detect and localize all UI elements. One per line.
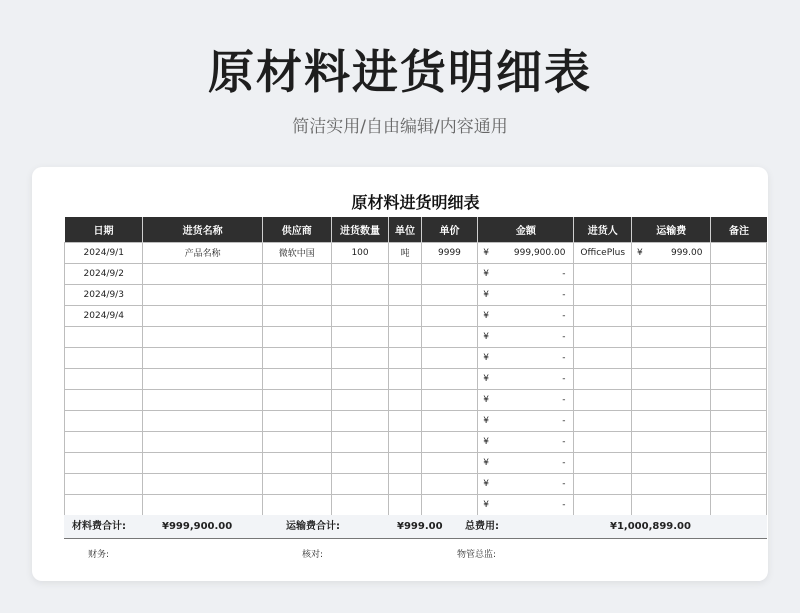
currency-symbol: ¥ <box>483 247 489 258</box>
unit-price-cell[interactable] <box>421 452 477 473</box>
unit-price-cell[interactable] <box>421 410 477 431</box>
signature-row <box>64 540 767 570</box>
date-cell[interactable] <box>65 494 143 515</box>
spreadsheet <box>64 189 767 581</box>
table-row <box>65 326 767 347</box>
supplier-cell[interactable] <box>262 410 331 431</box>
item-name-cell[interactable] <box>143 473 262 494</box>
hero-subtitle: 简洁实用/自由编辑/内容通用 <box>292 117 508 137</box>
unit-cell[interactable] <box>389 326 421 347</box>
currency-symbol: ¥ <box>483 352 489 363</box>
table-header-row <box>65 217 767 242</box>
unit-price-cell[interactable]: 9999 <box>421 242 477 263</box>
quantity-cell[interactable] <box>331 368 389 389</box>
unit-cell[interactable] <box>389 389 421 410</box>
table-row <box>65 389 767 410</box>
currency-symbol: ¥ <box>483 310 489 321</box>
note-cell[interactable] <box>711 410 767 431</box>
note-cell[interactable] <box>711 347 767 368</box>
freight-cell[interactable] <box>631 284 711 305</box>
note-cell[interactable] <box>711 242 767 263</box>
amount-value: - <box>562 394 566 405</box>
unit-price-cell[interactable] <box>421 263 477 284</box>
freight-cell[interactable] <box>631 347 711 368</box>
supplier-cell[interactable] <box>262 263 331 284</box>
unit-cell[interactable] <box>389 473 421 494</box>
grand-total-label: 总费用: <box>465 521 499 532</box>
amount-cell[interactable] <box>478 473 574 494</box>
amount-value: 999,900.00 <box>513 247 566 258</box>
column-header[interactable]: 备注 <box>711 217 767 242</box>
amount-cell[interactable] <box>478 494 574 515</box>
supplier-cell[interactable]: 微软中国 <box>262 242 331 263</box>
freight-total-value: ¥999.00 <box>397 521 443 532</box>
amount-value: - <box>562 415 566 426</box>
quantity-cell[interactable] <box>331 305 389 326</box>
buyer-cell[interactable] <box>574 389 632 410</box>
freight-cell[interactable] <box>631 431 711 452</box>
note-cell[interactable] <box>711 263 767 284</box>
column-header[interactable]: 日期 <box>65 217 143 242</box>
supplier-cell[interactable] <box>262 368 331 389</box>
table-row <box>65 431 767 452</box>
sheet-title: 原材料进货明细表 <box>351 193 480 212</box>
note-cell[interactable] <box>711 326 767 347</box>
material-total-label: 材料费合计: <box>72 521 126 532</box>
freight-cell[interactable] <box>631 389 711 410</box>
table-row <box>65 473 767 494</box>
supplier-cell[interactable] <box>262 284 331 305</box>
unit-price-cell[interactable] <box>421 368 477 389</box>
amount-cell[interactable] <box>478 263 574 284</box>
unit-price-cell[interactable] <box>421 347 477 368</box>
column-header[interactable]: 进货人 <box>574 217 632 242</box>
unit-cell[interactable] <box>389 431 421 452</box>
item-name-cell[interactable] <box>143 284 262 305</box>
date-cell[interactable] <box>65 431 143 452</box>
buyer-cell[interactable] <box>574 305 632 326</box>
unit-cell[interactable] <box>389 347 421 368</box>
amount-value: - <box>562 457 566 468</box>
currency-symbol: ¥ <box>636 247 643 258</box>
table-row <box>65 494 767 515</box>
supplier-cell[interactable] <box>262 473 331 494</box>
buyer-cell[interactable] <box>574 263 632 284</box>
unit-price-cell[interactable] <box>421 389 477 410</box>
date-cell[interactable] <box>65 452 143 473</box>
item-name-cell[interactable] <box>143 368 262 389</box>
column-header[interactable]: 供应商 <box>262 217 331 242</box>
item-name-cell[interactable] <box>143 347 262 368</box>
quantity-cell[interactable] <box>331 494 389 515</box>
item-name-cell[interactable] <box>143 494 262 515</box>
freight-cell[interactable] <box>631 452 711 473</box>
summary-row <box>64 515 767 539</box>
unit-cell[interactable] <box>389 305 421 326</box>
freight-cell[interactable] <box>631 494 711 515</box>
note-cell[interactable] <box>711 305 767 326</box>
unit-cell[interactable] <box>389 284 421 305</box>
amount-value: - <box>562 310 566 321</box>
freight-cell[interactable] <box>631 263 711 284</box>
amount-cell[interactable] <box>478 389 574 410</box>
date-cell[interactable]: 2024/9/2 <box>65 263 143 284</box>
column-header[interactable]: 运输费 <box>631 217 711 242</box>
amount-cell[interactable] <box>478 284 574 305</box>
table-row <box>65 284 767 305</box>
date-cell[interactable]: 2024/9/1 <box>65 242 143 263</box>
table-row <box>65 263 767 284</box>
freight-cell[interactable] <box>631 473 711 494</box>
currency-symbol: ¥ <box>483 415 489 426</box>
amount-cell[interactable] <box>478 452 574 473</box>
buyer-cell[interactable] <box>574 347 632 368</box>
note-cell[interactable] <box>711 452 767 473</box>
column-header[interactable]: 进货数量 <box>331 217 389 242</box>
note-cell[interactable] <box>711 389 767 410</box>
amount-value: - <box>562 289 566 300</box>
quantity-cell[interactable] <box>331 389 389 410</box>
amount-value: - <box>562 331 566 342</box>
currency-symbol: ¥ <box>483 478 489 489</box>
hero-title: 原材料进货明细表 <box>208 45 592 99</box>
supervisor-signature: 物管总监: <box>457 550 497 560</box>
amount-value: 999.00 <box>670 247 703 258</box>
quantity-cell[interactable] <box>331 284 389 305</box>
item-name-cell[interactable] <box>143 431 262 452</box>
unit-price-cell[interactable] <box>421 494 477 515</box>
table-row <box>65 242 767 263</box>
unit-cell[interactable] <box>389 368 421 389</box>
amount-value: - <box>562 478 566 489</box>
unit-price-cell[interactable] <box>421 326 477 347</box>
grand-total-value: ¥1,000,899.00 <box>610 521 691 532</box>
unit-price-cell[interactable] <box>421 473 477 494</box>
supplier-cell[interactable] <box>262 305 331 326</box>
amount-value: - <box>562 268 566 279</box>
freight-cell[interactable] <box>631 368 711 389</box>
amount-value: - <box>562 436 566 447</box>
currency-symbol: ¥ <box>483 499 489 510</box>
quantity-cell[interactable] <box>331 326 389 347</box>
amount-value: - <box>562 373 566 384</box>
supplier-cell[interactable] <box>262 347 331 368</box>
quantity-cell[interactable] <box>331 347 389 368</box>
quantity-cell[interactable]: 100 <box>331 242 389 263</box>
unit-price-cell[interactable] <box>421 284 477 305</box>
note-cell[interactable] <box>711 284 767 305</box>
buyer-cell[interactable] <box>574 326 632 347</box>
date-cell[interactable] <box>65 389 143 410</box>
note-cell[interactable] <box>711 494 767 515</box>
table-row <box>65 452 767 473</box>
freight-cell[interactable] <box>631 305 711 326</box>
unit-cell[interactable] <box>389 263 421 284</box>
date-cell[interactable] <box>65 473 143 494</box>
table-row <box>65 347 767 368</box>
column-header[interactable]: 金额 <box>478 217 574 242</box>
item-name-cell[interactable]: 产品名称 <box>143 242 262 263</box>
quantity-cell[interactable] <box>331 452 389 473</box>
unit-cell[interactable]: 吨 <box>389 242 421 263</box>
quantity-cell[interactable] <box>331 263 389 284</box>
table-row <box>65 410 767 431</box>
date-cell[interactable]: 2024/9/4 <box>65 305 143 326</box>
unit-price-cell[interactable] <box>421 305 477 326</box>
amount-cell[interactable] <box>478 431 574 452</box>
preview-card <box>32 167 768 581</box>
note-cell[interactable] <box>711 431 767 452</box>
column-header[interactable]: 进货名称 <box>143 217 262 242</box>
review-signature: 核对: <box>302 550 324 560</box>
supplier-cell[interactable] <box>262 452 331 473</box>
freight-cell[interactable] <box>631 326 711 347</box>
amount-cell[interactable] <box>478 305 574 326</box>
table-row <box>65 305 767 326</box>
buyer-cell[interactable] <box>574 431 632 452</box>
material-total-value: ¥999,900.00 <box>162 521 233 532</box>
unit-cell[interactable] <box>389 410 421 431</box>
amount-cell[interactable] <box>478 347 574 368</box>
item-name-cell[interactable] <box>143 263 262 284</box>
amount-cell[interactable] <box>478 326 574 347</box>
amount-value: - <box>562 499 566 510</box>
item-name-cell[interactable] <box>143 410 262 431</box>
currency-symbol: ¥ <box>483 436 489 447</box>
quantity-cell[interactable] <box>331 431 389 452</box>
currency-symbol: ¥ <box>483 289 489 300</box>
quantity-cell[interactable] <box>331 410 389 431</box>
supplier-cell[interactable] <box>262 326 331 347</box>
unit-price-cell[interactable] <box>421 431 477 452</box>
column-header[interactable]: 单价 <box>421 217 477 242</box>
amount-cell[interactable] <box>478 242 574 263</box>
supplier-cell[interactable] <box>262 389 331 410</box>
finance-signature: 财务: <box>88 550 110 560</box>
buyer-cell[interactable]: OfficePlus <box>574 242 632 263</box>
date-cell[interactable] <box>65 368 143 389</box>
date-cell[interactable] <box>65 326 143 347</box>
buyer-cell[interactable] <box>574 284 632 305</box>
currency-symbol: ¥ <box>483 331 489 342</box>
item-name-cell[interactable] <box>143 452 262 473</box>
unit-cell[interactable] <box>389 452 421 473</box>
date-cell[interactable] <box>65 347 143 368</box>
buyer-cell[interactable] <box>574 494 632 515</box>
unit-cell[interactable] <box>389 494 421 515</box>
buyer-cell[interactable] <box>574 368 632 389</box>
item-name-cell[interactable] <box>143 305 262 326</box>
quantity-cell[interactable] <box>331 473 389 494</box>
note-cell[interactable] <box>711 368 767 389</box>
supplier-cell[interactable] <box>262 494 331 515</box>
amount-cell[interactable] <box>478 410 574 431</box>
freight-cell[interactable] <box>631 410 711 431</box>
date-cell[interactable]: 2024/9/3 <box>65 284 143 305</box>
item-name-cell[interactable] <box>143 326 262 347</box>
detail-table <box>64 217 767 516</box>
supplier-cell[interactable] <box>262 431 331 452</box>
freight-cell[interactable] <box>631 242 711 263</box>
date-cell[interactable] <box>65 410 143 431</box>
currency-symbol: ¥ <box>483 268 489 279</box>
note-cell[interactable] <box>711 473 767 494</box>
item-name-cell[interactable] <box>143 389 262 410</box>
table-row <box>65 368 767 389</box>
currency-symbol: ¥ <box>483 373 489 384</box>
currency-symbol: ¥ <box>483 394 489 405</box>
buyer-cell[interactable] <box>574 452 632 473</box>
buyer-cell[interactable] <box>574 410 632 431</box>
amount-value: - <box>562 352 566 363</box>
currency-symbol: ¥ <box>483 457 489 468</box>
freight-total-label: 运输费合计: <box>286 521 340 532</box>
column-header[interactable]: 单位 <box>389 217 421 242</box>
buyer-cell[interactable] <box>574 473 632 494</box>
amount-cell[interactable] <box>478 368 574 389</box>
